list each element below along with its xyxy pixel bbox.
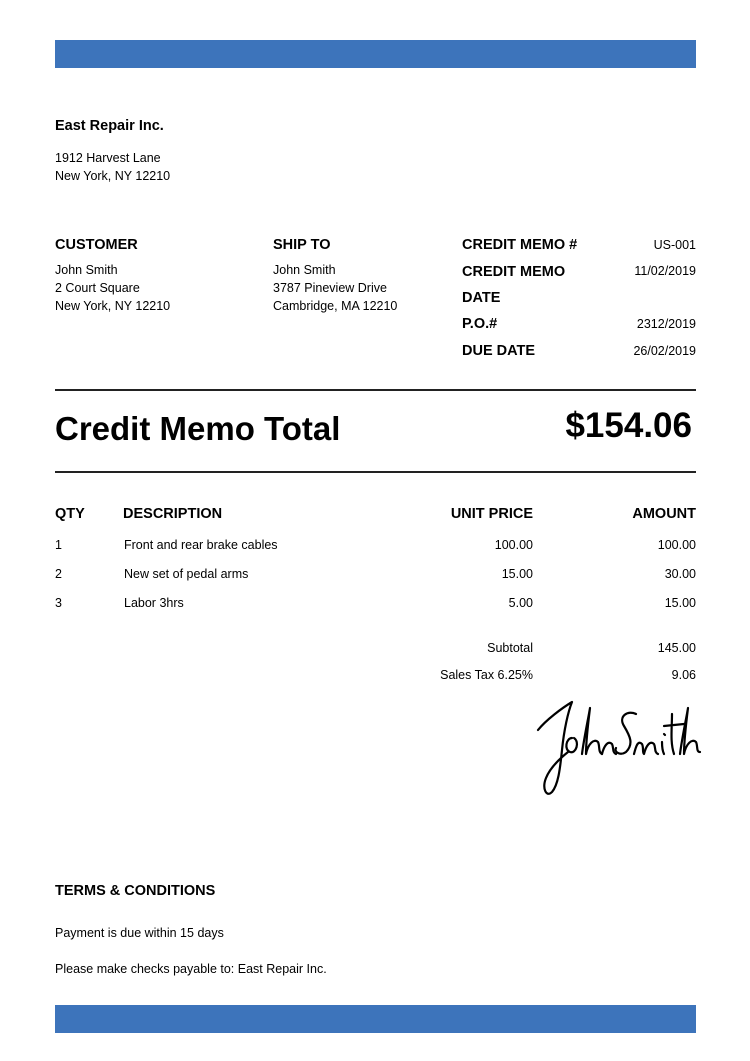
- row-qty: 1: [55, 538, 62, 552]
- row-qty: 3: [55, 596, 62, 610]
- terms-line-1: Payment is due within 15 days: [55, 926, 224, 940]
- ship-to-line-1: John Smith: [273, 263, 336, 277]
- total-value: $154.06: [565, 406, 692, 445]
- top-accent-bar: [55, 40, 696, 68]
- po-label: P.O.#: [462, 316, 498, 332]
- row-unit-price: 5.00: [508, 596, 533, 610]
- subtotal-value: 145.00: [657, 641, 696, 655]
- company-name: East Repair Inc.: [55, 118, 164, 134]
- bottom-accent-bar: [55, 1005, 696, 1033]
- terms-title: TERMS & CONDITIONS: [55, 883, 216, 899]
- sales-tax-label: Sales Tax 6.25%: [440, 668, 533, 682]
- total-label: Credit Memo Total: [55, 410, 341, 447]
- divider-top: [55, 389, 696, 391]
- row-unit-price: 100.00: [494, 538, 533, 552]
- company-address-line-1: 1912 Harvest Lane: [55, 151, 161, 165]
- row-unit-price: 15.00: [501, 567, 533, 581]
- ship-to-heading: SHIP TO: [273, 237, 331, 253]
- po-value: 2312/2019: [636, 317, 696, 331]
- customer-line-1: John Smith: [55, 263, 118, 277]
- ship-to-line-3: Cambridge, MA 12210: [273, 299, 398, 313]
- terms-line-2: Please make checks payable to: East Repair Inc.: [55, 962, 327, 976]
- row-amount: 30.00: [664, 567, 696, 581]
- header-amount: AMOUNT: [632, 506, 696, 522]
- row-amount: 15.00: [664, 596, 696, 610]
- row-amount: 100.00: [657, 538, 696, 552]
- signature-image: [528, 690, 703, 800]
- sales-tax-value: 9.06: [671, 668, 696, 682]
- due-date-value: 26/02/2019: [633, 344, 696, 358]
- row-description: Labor 3hrs: [124, 596, 184, 610]
- header-unit-price: UNIT PRICE: [450, 506, 533, 522]
- memo-date-label-line-1: CREDIT MEMO: [462, 264, 566, 280]
- header-description: DESCRIPTION: [123, 506, 223, 522]
- customer-line-3: New York, NY 12210: [55, 299, 171, 313]
- memo-date-value: 11/02/2019: [634, 264, 696, 278]
- company-address-line-2: New York, NY 12210: [55, 169, 171, 183]
- memo-number-label: CREDIT MEMO #: [462, 237, 578, 253]
- ship-to-line-2: 3787 Pineview Drive: [273, 281, 387, 295]
- customer-line-2: 2 Court Square: [55, 281, 140, 295]
- row-qty: 2: [55, 567, 62, 581]
- subtotal-label: Subtotal: [487, 641, 533, 655]
- divider-bottom: [55, 471, 696, 473]
- memo-date-label-line-2: DATE: [462, 290, 501, 306]
- row-description: New set of pedal arms: [124, 567, 249, 581]
- memo-number-value: US-001: [653, 238, 696, 252]
- due-date-label: DUE DATE: [462, 343, 536, 359]
- customer-heading: CUSTOMER: [55, 237, 138, 253]
- header-qty: QTY: [55, 506, 85, 522]
- row-description: Front and rear brake cables: [124, 538, 278, 552]
